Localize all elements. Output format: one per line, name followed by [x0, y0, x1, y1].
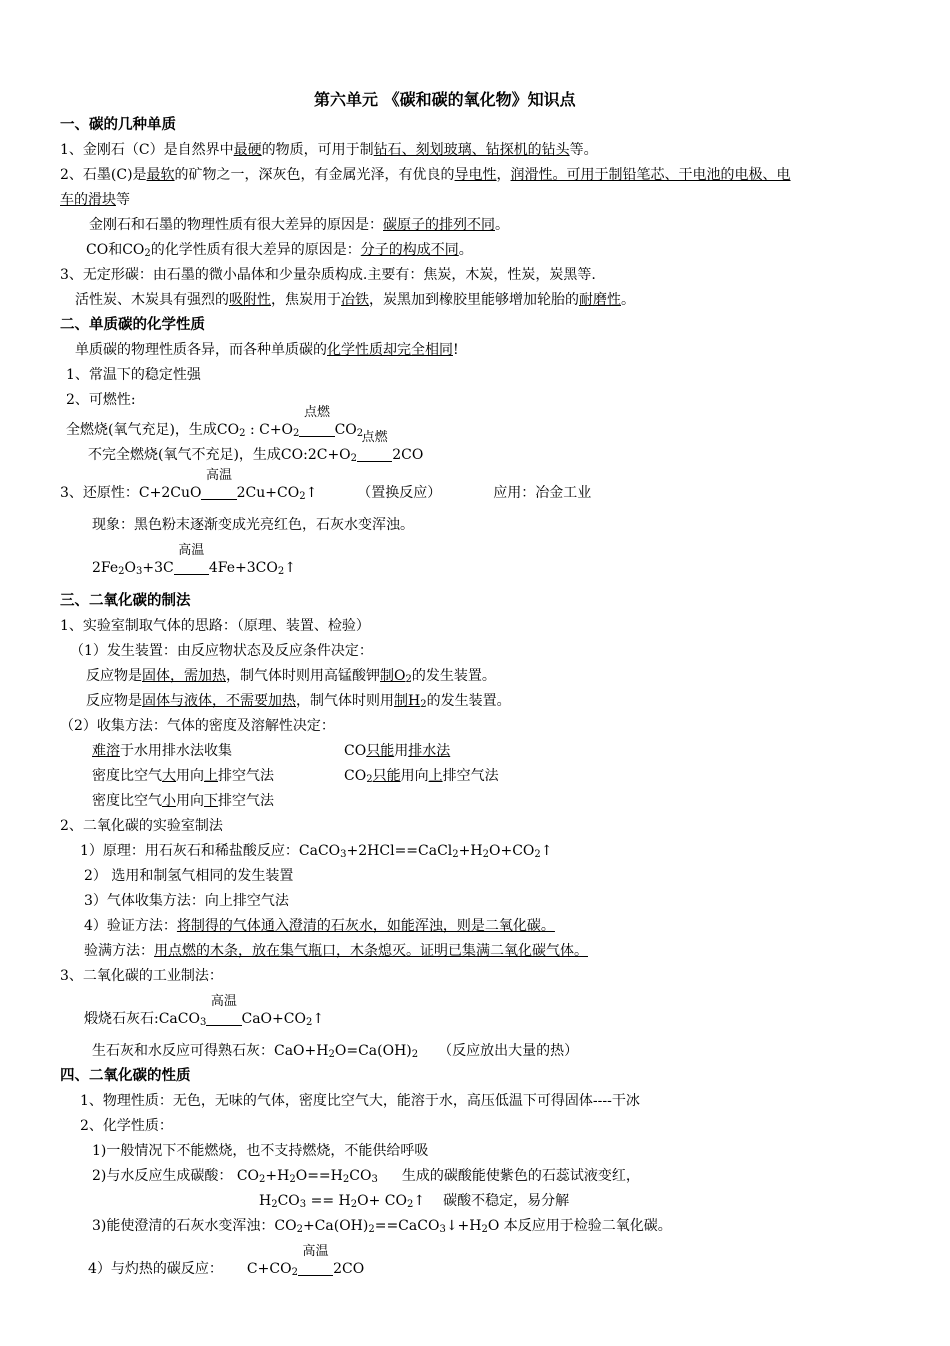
s3-line-15: 3、二氧化碳的工业制法： — [60, 968, 223, 984]
s4-line-1: 1、物理性质：无色，无味的气体，密度比空气大，能溶于水，高压低温下可得固体----干冰 — [80, 1093, 640, 1109]
s1-line-6: 活性炭、木炭具有强烈的吸附性，焦炭用于冶铁，炭黑加到橡胶里能够增加轮胎的耐磨性。 — [75, 292, 635, 308]
s3-line-7b: $CO_2$只能用向上排空气法 — [344, 768, 499, 785]
s2-line-6: 3、还原性：C+2CuO 高温 $2Cu+CO_2↑$ （置换反应） 应用：冶金工业 — [60, 468, 592, 502]
page-title: 第六单元 《碳和碳的氧化物》知识点 — [314, 90, 576, 109]
section-1-heading: 一、碳的几种单质 — [60, 117, 176, 133]
s1-line-4: CO和$CO_2$的化学性质有很大差异的原因是：分子的构成不同。 — [86, 242, 473, 259]
s3-line-9: 2、二氧化碳的实验室制法 — [60, 818, 223, 834]
reaction-condition: 高温 — [174, 560, 209, 575]
s3-line-17: 生石灰和水反应可得熟石灰：$CaO+H_2O=Ca(OH)_2$ （反应放出大量的热） — [92, 1043, 579, 1060]
s2-line-7: 现象：黑色粉末逐渐变成光亮红色，石灰水变浑浊。 — [92, 517, 414, 533]
s3-line-5: （2）收集方法：气体的密度及溶解性决定： — [60, 718, 335, 734]
s3-line-6b: CO只能用排水法 — [344, 743, 451, 759]
s3-line-4: 反应物是固体与液体，不需要加热，制气体时则用制$H_2$的发生装置。 — [86, 693, 511, 710]
s3-line-13: 4）验证方法：将制得的气体通入澄清的石灰水，如能浑浊，则是二氧化碳。 — [84, 918, 555, 934]
s3-line-1: 1、实验室制取气体的思路：（原理、装置、检验） — [60, 618, 370, 634]
s2-line-1: 单质碳的物理性质各异，而各种单质碳的化学性质却完全相同! — [75, 342, 459, 358]
s3-line-3: 反应物是固体，需加热，制气体时则用高锰酸钾制$O_2$的发生装置。 — [86, 668, 496, 685]
s3-line-7a: 密度比空气大用向上排空气法 — [92, 768, 274, 784]
reaction-condition: 高温 — [201, 485, 236, 500]
s3-line-12: 3）气体收集方法：向上排空气法 — [84, 893, 289, 909]
s3-line-6a: 难溶于水用排水法收集 — [92, 743, 232, 759]
section-4-heading: 四、二氧化碳的性质 — [60, 1068, 191, 1084]
section-2-heading: 二、单质碳的化学性质 — [60, 317, 205, 333]
reaction-condition: 点燃 — [357, 447, 392, 462]
s2-line-4: 全燃烧(氧气充足)，生成$CO_2$ : $C+O_2$ 点燃 $CO_2$ — [66, 405, 364, 439]
s2-line-5: 不完全燃烧(氧气不充足)，生成$CO:2C+O_2$ 点燃 2CO — [88, 430, 424, 464]
section-3-heading: 三、二氧化碳的制法 — [60, 593, 191, 609]
s4-line-7: 4）与灼热的碳反应： $C+CO_2$ 高温 2CO — [88, 1244, 365, 1278]
s1-line-2: 2、石墨(C)是最软的矿物之一，深灰色，有金属光泽，有优良的导电性，润滑性。可用于制铅笔芯、干电池的电极、电 — [60, 167, 791, 183]
s4-line-5: $H_2CO_3 == H_2O+$ $CO_2↑$ 碳酸不稳定，易分解 — [259, 1193, 570, 1210]
s1-line-3: 金刚石和石墨的物理性质有很大差异的原因是：碳原子的排列不同。 — [89, 217, 509, 233]
s1-line-1: 1、金刚石（C）是自然界中最硬的物质，可用于制钻石、刻划玻璃、钻探机的钻头等。 — [60, 142, 598, 158]
s2-line-2: 1、常温下的稳定性强 — [66, 367, 201, 383]
reaction-condition: 点燃 — [299, 422, 334, 437]
s3-line-8: 密度比空气小用向下排空气法 — [92, 793, 274, 809]
s4-line-2: 2、化学性质： — [80, 1118, 173, 1134]
s4-line-4: 2)与水反应生成碳酸： $CO_2+H_2O==H_2CO_3$ 生成的碳酸能使紫色的石蕊试液变红， — [92, 1168, 640, 1185]
s1-line-5: 3、无定形碳：由石墨的微小晶体和少量杂质构成.主要有：焦炭，木炭，性炭，炭黑等. — [60, 267, 596, 283]
s3-line-16: 煅烧石灰石:CaCO$_3$ 高温 $CaO+CO_2↑$ — [84, 994, 325, 1028]
s2-line-8: $2Fe_2O_3+3C$ 高温 $4Fe+3CO_2↑$ — [92, 543, 296, 577]
s3-line-14: 验满方法：用点燃的木条，放在集气瓶口，木条熄灭。证明已集满二氧化碳气体。 — [84, 943, 588, 959]
s4-line-3: 1)一般情况下不能燃烧，也不支持燃烧，不能供给呼吸 — [92, 1143, 429, 1159]
reaction-condition: 高温 — [298, 1261, 333, 1276]
s3-line-10: 1）原理：用石灰石和稀盐酸反应：$CaCO_3+2HCl==CaCl_2+H_2O+CO_2↑$ — [80, 843, 553, 860]
s2-line-3: 2、可燃性: — [66, 392, 136, 408]
s3-line-2: （1）发生装置：由反应物状态及反应条件决定： — [70, 643, 373, 659]
s1-line-2b: 车的滑块等 — [60, 192, 130, 208]
s3-line-11: 2） 选用和制氢气相同的发生装置 — [84, 868, 294, 884]
s4-line-6: 3)能使澄清的石灰水变浑浊：$CO_2+Ca(OH)_2==CaCO_3↓+H_2O$ 本反应用于检验二氧化碳。 — [92, 1218, 672, 1235]
reaction-condition: 高温 — [206, 1011, 241, 1026]
